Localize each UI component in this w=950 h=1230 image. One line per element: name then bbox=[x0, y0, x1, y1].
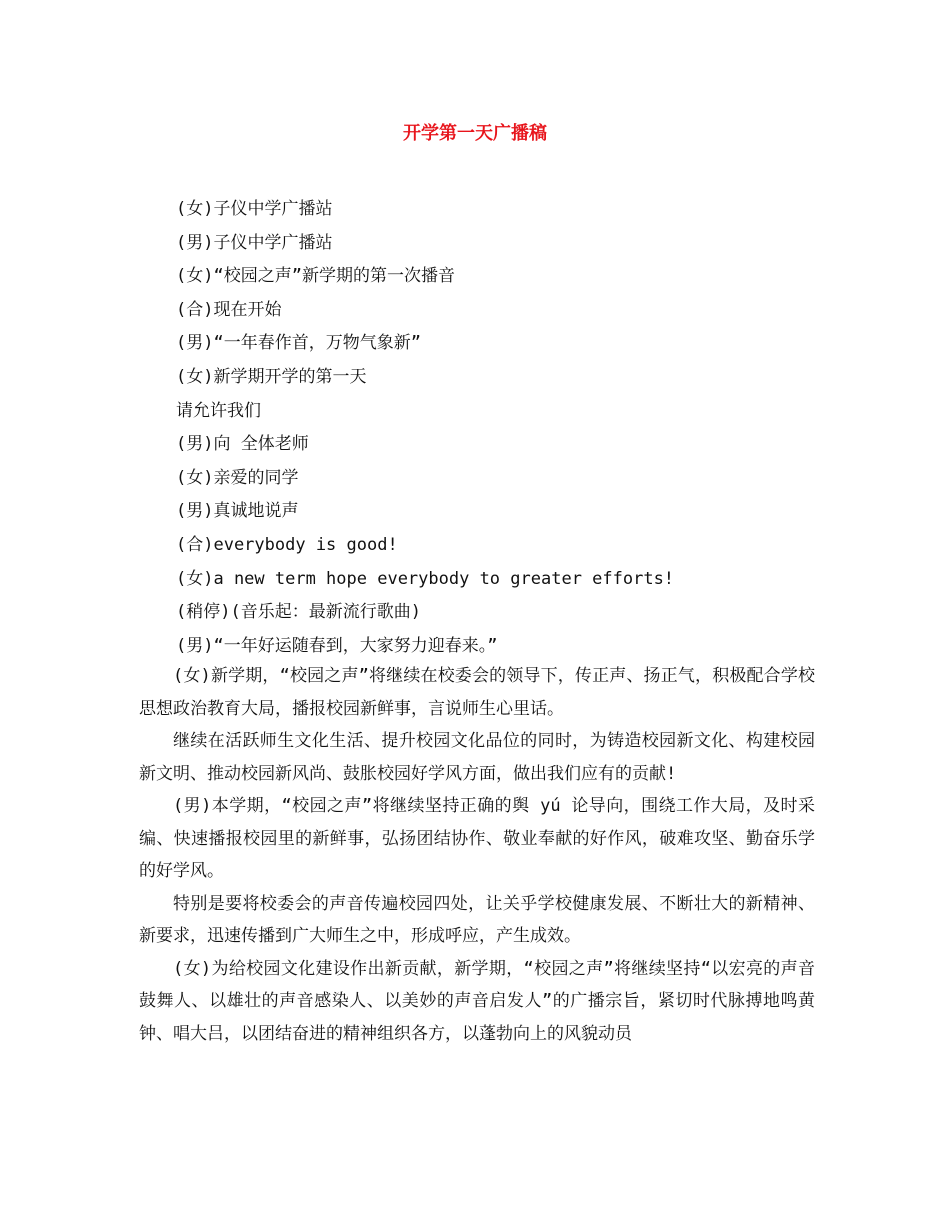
body-paragraph: 特别是要将校委会的声音传遍校园四处，让关乎学校健康发展、不断壮大的新精神、新要求，迅速传播到广大师生之中，形成呼应，产生成效。 bbox=[139, 893, 815, 946]
script-line: (男)“一年好运随春到，大家努力迎春来。” bbox=[176, 635, 498, 656]
script-line: (男)真诚地说声 bbox=[176, 501, 299, 522]
script-line: 请允许我们 bbox=[176, 400, 261, 421]
script-line: (稍停)(音乐起：最新流行歌曲) bbox=[176, 602, 421, 623]
script-line: (男)“一年春作首，万物气象新” bbox=[176, 333, 421, 354]
script-line: (男)子仪中学广播站 bbox=[176, 232, 333, 253]
script-line: (男)向 全体老师 bbox=[176, 434, 309, 455]
body-paragraph: 继续在活跃师生文化生活、提升校园文化品位的同时，为铸造校园新文化、构建校园新文明、推动校园新风尚、鼓胀校园好学风方面，做出我们应有的贡献! bbox=[139, 731, 815, 784]
body-paragraph: (女)为给校园文化建设作出新贡献，新学期，“校园之声”将继续坚持“以宏亮的声音鼓舞人、以雄壮的声音感染人、以美妙的声音启发人”的广播宗旨，紧切时代脉搏地鸣黄钟、唱大吕，以团结奋进的精神组织各方，以蓬勃向上的风貌动员 bbox=[139, 958, 815, 1044]
body-paragraph: (女)新学期，“校园之声”将继续在校委会的领导下，传正声、扬正气，积极配合学校思想政治教育大局，播报校园新鲜事，言说师生心里话。 bbox=[139, 666, 815, 719]
script-lines bbox=[176, 193, 836, 663]
script-line: (合)现在开始 bbox=[176, 299, 282, 320]
document-title: 开学第一天广播稿 bbox=[403, 123, 547, 144]
body-paragraph: (男)本学期，“校园之声”将继续坚持正确的舆 yú 论导向，围绕工作大局，及时采编、快速播报校园里的新鲜事，弘扬团结协作、敬业奉献的好作风，破难攻坚、勤奋乐学的好学风。 bbox=[139, 796, 815, 881]
script-line: (女)“校园之声”新学期的第一次播音 bbox=[176, 266, 455, 287]
script-line: (女)a new term hope everybody to greater efforts! bbox=[176, 568, 675, 589]
script-line: (合)everybody is good! bbox=[176, 534, 398, 555]
script-line: (女)子仪中学广播站 bbox=[176, 199, 333, 219]
script-line: (女)新学期开学的第一天 bbox=[176, 366, 367, 387]
body-paragraphs bbox=[139, 660, 815, 1050]
script-line: (女)亲爱的同学 bbox=[176, 467, 299, 488]
